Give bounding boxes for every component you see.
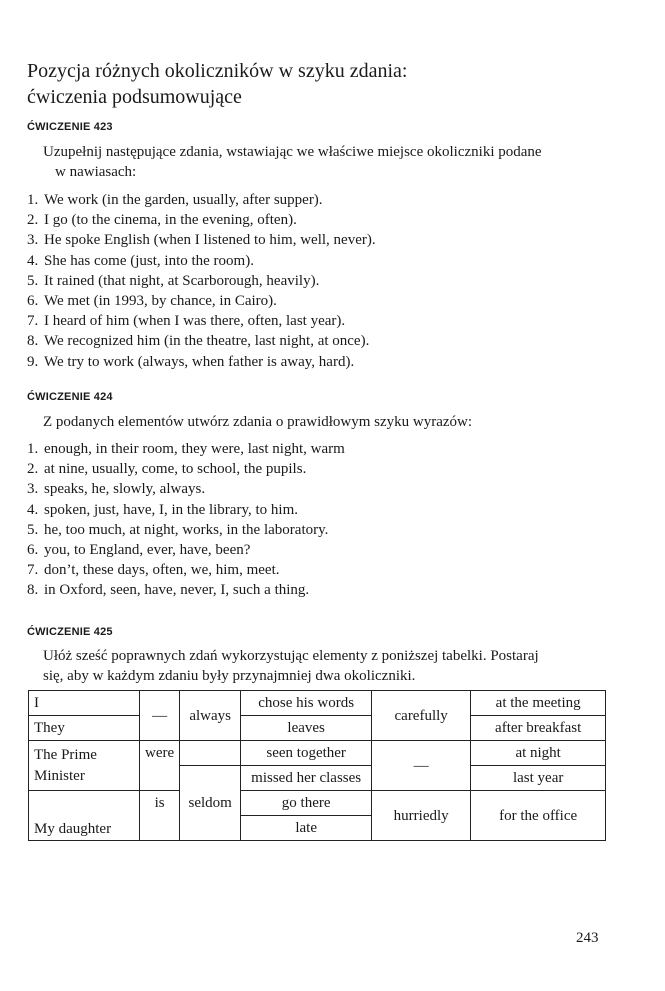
list-item: 6. We met (in 1993, by chance, in Cairo). bbox=[27, 293, 277, 310]
cell-adverb: seldom bbox=[180, 766, 241, 841]
cell-adverb: always bbox=[180, 691, 241, 741]
cell-aux: is bbox=[140, 791, 180, 841]
list-item: 1. enough, in their room, they were, last night, warm bbox=[27, 441, 345, 457]
cell-verb: seen together bbox=[241, 741, 372, 766]
list-item: 4. She has come (just, into the room). bbox=[27, 252, 254, 269]
substitution-table bbox=[28, 690, 606, 841]
list-item: 7. I heard of him (when I was there, often, last year). bbox=[27, 313, 346, 330]
cell-aux: were bbox=[140, 741, 180, 766]
page-title bbox=[27, 58, 627, 110]
exercise-425-heading: ĆWICZENIE 425 bbox=[27, 626, 113, 638]
cell-subject: They bbox=[29, 716, 140, 741]
list-item: 8. in Oxford, seen, have, never, I, such a thing. bbox=[27, 582, 310, 599]
cell-time: for the office bbox=[471, 791, 606, 841]
list-item: 1. We work (in the garden, usually, after supper). bbox=[27, 192, 323, 208]
list-item: 5. It rained (that night, at Scarborough, heavily). bbox=[27, 272, 320, 289]
cell-empty bbox=[180, 741, 241, 766]
cell-verb: missed her classes bbox=[241, 766, 372, 791]
exercise-425-instruction bbox=[43, 646, 613, 686]
list-item: 3. He spoke English (when I listened to him, well, never). bbox=[27, 232, 376, 249]
list-item: 7. don’t, these days, often, we, him, meet. bbox=[27, 562, 280, 579]
cell-empty bbox=[140, 766, 180, 791]
title-line-1: Pozycja różnych okoliczników w szyku zdania: bbox=[27, 60, 408, 82]
instruction-line-2: się, aby w każdym zdaniu były przynajmniej dwa okoliczniki. bbox=[43, 668, 416, 684]
cell-manner: hurriedly bbox=[372, 791, 471, 841]
list-item: 8. We recognized him (in the theatre, last night, at once). bbox=[27, 333, 370, 350]
cell-verb: leaves bbox=[241, 716, 372, 741]
instruction-line-2: w nawiasach: bbox=[55, 164, 137, 180]
list-item: 4. spoken, just, have, I, in the library, to him. bbox=[27, 501, 298, 518]
exercise-423-heading: ĆWICZENIE 423 bbox=[27, 121, 113, 133]
list-item: 6. you, to England, ever, have, been? bbox=[27, 542, 251, 559]
cell-verb: chose his words bbox=[241, 691, 372, 716]
cell-time: at night bbox=[471, 741, 606, 766]
exercise-424-list bbox=[27, 439, 345, 601]
cell-dash: — bbox=[372, 741, 471, 791]
list-item: 9. We try to work (always, when father is away, hard). bbox=[27, 353, 355, 370]
page-number: 243 bbox=[576, 930, 599, 946]
instruction-line-1: Ułóż sześć poprawnych zdań wykorzystując elementy z poniższej tabelki. Postaraj bbox=[43, 648, 539, 664]
exercise-423-list bbox=[27, 190, 376, 372]
cell-subject: My daughter bbox=[29, 791, 140, 841]
cell-dash: — bbox=[140, 691, 180, 741]
list-item: 3. speaks, he, slowly, always. bbox=[27, 481, 206, 498]
list-item: 2. at nine, usually, come, to school, the pupils. bbox=[27, 461, 307, 478]
exercise-424-instruction: Z podanych elementów utwórz zdania o prawidłowym szyku wyrazów: bbox=[43, 414, 473, 430]
cell-subject: I bbox=[29, 691, 140, 716]
cell-manner: carefully bbox=[372, 691, 471, 741]
cell-time: last year bbox=[471, 766, 606, 791]
cell-time: at the meeting bbox=[471, 691, 606, 716]
exercise-424-heading: ĆWICZENIE 424 bbox=[27, 391, 113, 403]
list-item: 2. I go (to the cinema, in the evening, often). bbox=[27, 212, 297, 229]
instruction-line-1: Uzupełnij następujące zdania, wstawiając we właściwe miejsce okoliczniki podane bbox=[43, 144, 542, 160]
cell-verb: late bbox=[241, 816, 372, 841]
cell-verb: go there bbox=[241, 791, 372, 816]
list-item: 5. he, too much, at night, works, in the laboratory. bbox=[27, 521, 329, 538]
title-line-2: ćwiczenia podsumowujące bbox=[27, 86, 242, 108]
cell-subject: The Prime Minister bbox=[29, 741, 140, 791]
exercise-423-instruction bbox=[43, 142, 613, 182]
cell-time: after breakfast bbox=[471, 716, 606, 741]
